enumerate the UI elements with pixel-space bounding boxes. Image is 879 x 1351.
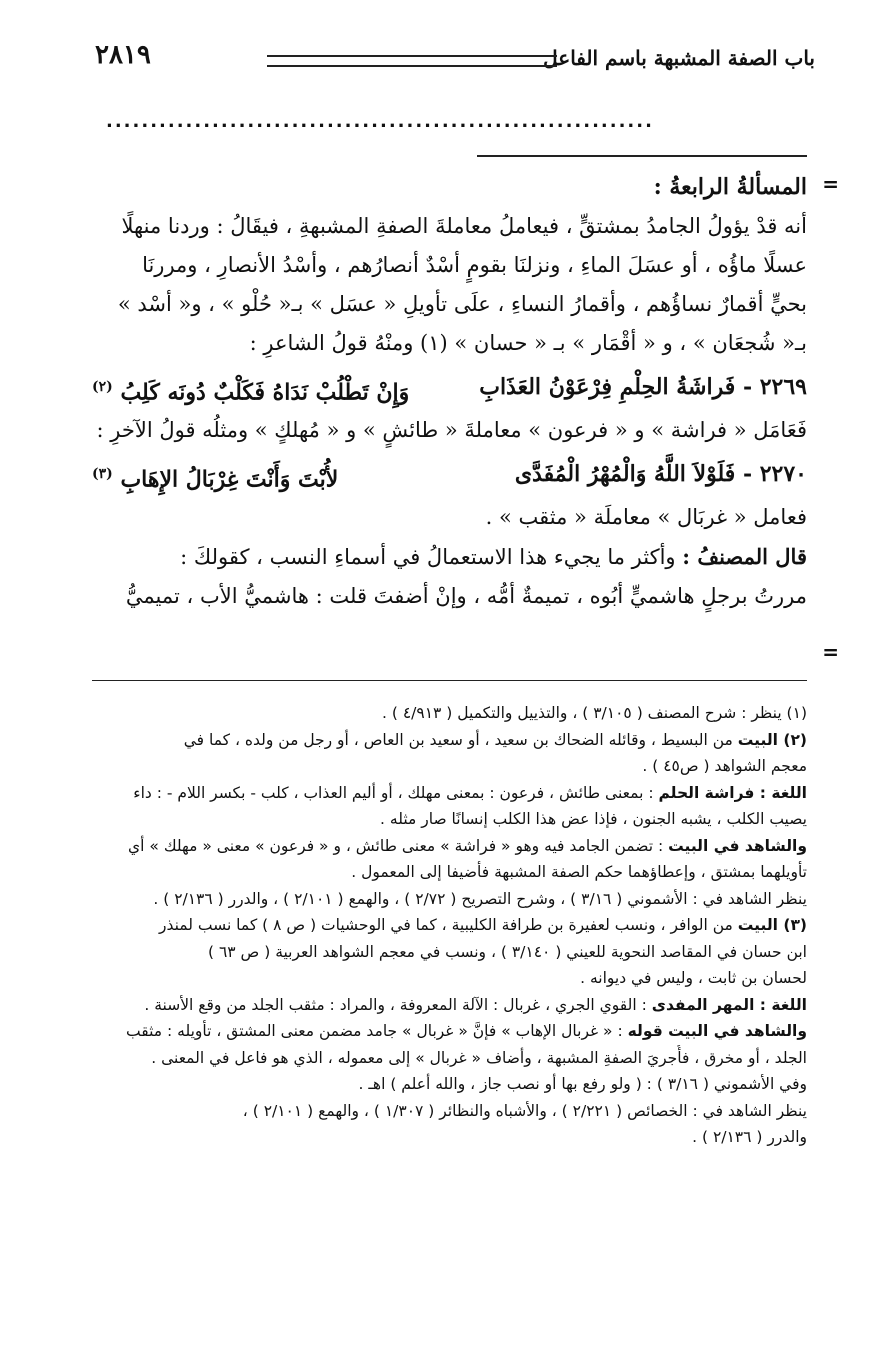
hemistich-text: فَراشَةُ الحِلْمِ فِرْعَوْنُ العَذَابِ: [479, 374, 736, 400]
verse-number: ٢٢٦٩ -: [742, 374, 807, 400]
text-line: عسلًا ماؤُه ، أو عسَلَ الماءِ ، ونزلنَا بقومٍ أسْدٌ أنصارُهم ، وأسْدُ الأنصارِ ، ومررنَا: [142, 253, 807, 277]
hemistich-text: وَإِنْ تَطْلُبْ نَدَاهُ فَكَلْبٌ دُونَه كَلِبُ: [120, 379, 410, 406]
chapter-title: باب الصفة المشبهة باسم الفاعل: [543, 46, 815, 70]
hemistich-text: فَلَوْلاَ اللَّهُ وَالْمُهْرُ الْمُفَدَّى: [514, 461, 736, 487]
verse-second-hemistich: [92, 450, 338, 503]
footnote-line: والدرر ( ٢/١٣٦ ) .: [692, 1128, 807, 1146]
continuation-mark-top: =: [822, 172, 839, 196]
header-double-rule: [267, 55, 557, 67]
text-line: فَعَامَل « فراشة » و « فرعون » معاملةَ « طائشٍ » و « مُهلكٍ » ومثلُه قولُ الآخرِ :: [96, 418, 807, 442]
footnote-line: والشاهد في البيت : تضمن الجامد فيه وهو « فراشة » معنى طائش ، و « فرعون » معنى « مهلك » أي: [128, 836, 807, 855]
footnote-line: يصيب الكلب ، يشبه الجنون ، فإذا عض هذا الكلب إنسانًا صار مثله .: [380, 810, 807, 828]
section-heading: المسألةُ الرابعةُ :: [653, 174, 807, 200]
footnote-separator: [92, 680, 807, 681]
footnote-line: معجم الشواهد ( ص٤٥ ) .: [642, 757, 807, 775]
verse-2269: [92, 363, 807, 411]
author-text: وأكثر ما يجيء هذا الاستعمالُ في أسماءِ النسب ، كقولكَ :: [180, 545, 676, 569]
text-line: بحيٍّ أقمارٌ نساؤُهم ، وأقمارُ النساءِ ، علَى تأويلِ « عسَل » بـ« حُلْو » ، و« أسْد »: [117, 292, 807, 316]
footnote-line: ابن حسان في المقاصد النحوية للعيني ( ٣/١٤٠ ) ، ونسب في معجم الشواهد العربية ( ص ٦٣ ): [207, 942, 807, 961]
footnote-line: وفي الأشموني ( ٣/١٦ ) : ( ولو رفع بها أو نصب جاز ، والله أعلم ) اهـ .: [358, 1075, 807, 1093]
verse-first-hemistich: [479, 363, 807, 411]
footnote-line: الجلد ، أو مخرق ، فأُجريَ الصفةِ المشبهة ، وأضاف « غربال » إلى معموله ، الذي هو فاعل في المعنى .: [151, 1048, 807, 1067]
footnote-line: (١) ينظر : شرح المصنف ( ٣/١٠٥ ) ، والتذييل والتكميل ( ٤/٩١٣ ) .: [382, 704, 807, 722]
footnote-line: ينظر الشاهد في : الخصائص ( ٢/٢٢١ ) ، والأشباه والنظائر ( ١/٣٠٧ ) ، والهمع ( ٢/١٠١ ) ،: [242, 1101, 807, 1120]
author-label: قال المصنفُ :: [682, 544, 807, 569]
main-text: [92, 168, 807, 616]
footnote-ref: (٢): [92, 379, 113, 395]
footnote-line: اللغة : فراشة الحلم : بمعنى طائش ، فرعون : بمعنى مهلك ، أو أليم العذاب ، كلب - بكسر اللام - : داء: [133, 783, 807, 802]
footnote-line: ينظر الشاهد في : الأشموني ( ٣/١٦ ) ، وشرح التصريح ( ٢/٧٢ ) ، والهمع ( ٢/١٠١ ) ، والدرر ( ٢/١٣٦ ) .: [153, 889, 807, 908]
footnote-ref: (٣): [92, 466, 113, 482]
footnotes: [92, 700, 807, 1151]
page-header: [95, 40, 815, 80]
section-rule: [477, 155, 807, 157]
hemistich-text: لأُبْتَ وَأَنْتَ غِرْبَالُ الإِهَابِ: [120, 466, 339, 493]
footnote-line: تأويلهما بمشتق ، وإعطاؤهما حكم الصفة المشبهة فأضيفا إلى المعمول .: [351, 863, 807, 881]
text-line: أنه قدْ يؤولُ الجامدُ بمشتقٍّ ، فيعاملُ معاملةَ الصفةِ المشبهةِ ، فيقَالُ : وردنا منهلًا: [121, 214, 807, 238]
author-paragraph-line: [92, 537, 807, 577]
continuation-mark-bottom: =: [822, 640, 839, 664]
text-line: بـ« شُجعَان » ، و « أقْمَار » بـ « حسان » (١) ومنْهُ قولُ الشاعرِ :: [249, 331, 807, 355]
footnote-line: والشاهد في البيت قوله : « غربال الإهاب » فإنَّ « غربال » جامد مضمن معنى المشتق ، تأويله : مثقب: [126, 1022, 807, 1040]
dotted-separator: ..............................................................: [106, 112, 654, 132]
footnote-line: (٢) البيت من البسيط ، وقائله الضحاك بن سعيد ، أو سعيد بن العاص ، أو رجل من ولده ، كما في: [183, 730, 807, 749]
verse-number: ٢٢٧٠ -: [742, 461, 807, 487]
verse-second-hemistich: [92, 363, 409, 416]
footnote-line: لحسان بن ثابت ، وليس في ديوانه .: [580, 969, 807, 987]
verse-first-hemistich: [515, 450, 807, 498]
footnote-line: (٣) البيت من الوافر ، ونسب لعفيرة بن طرافة الكليبية ، كما في الوحشيات ( ص ٨ ) كما نسب لمنذر: [158, 916, 807, 934]
page-number: ٢٨١٩: [95, 40, 151, 70]
footnote-line: اللغة : المهر المفدى : القوي الجري ، غربال : الآلة المعروفة ، والمراد : مثقب الجلد من وقع الأسنة .: [144, 995, 807, 1014]
text-line: مررتُ برجلٍ هاشميٍّ أبُوه ، تميمةٌ أمُّه ، وإنْ أضفتَ قلت : هاشميُّ الأب ، تميميُّ: [125, 584, 807, 608]
text-line: فعامل « غربَال » معاملَة « مثقب » .: [485, 505, 807, 529]
verse-2270: [92, 450, 807, 498]
